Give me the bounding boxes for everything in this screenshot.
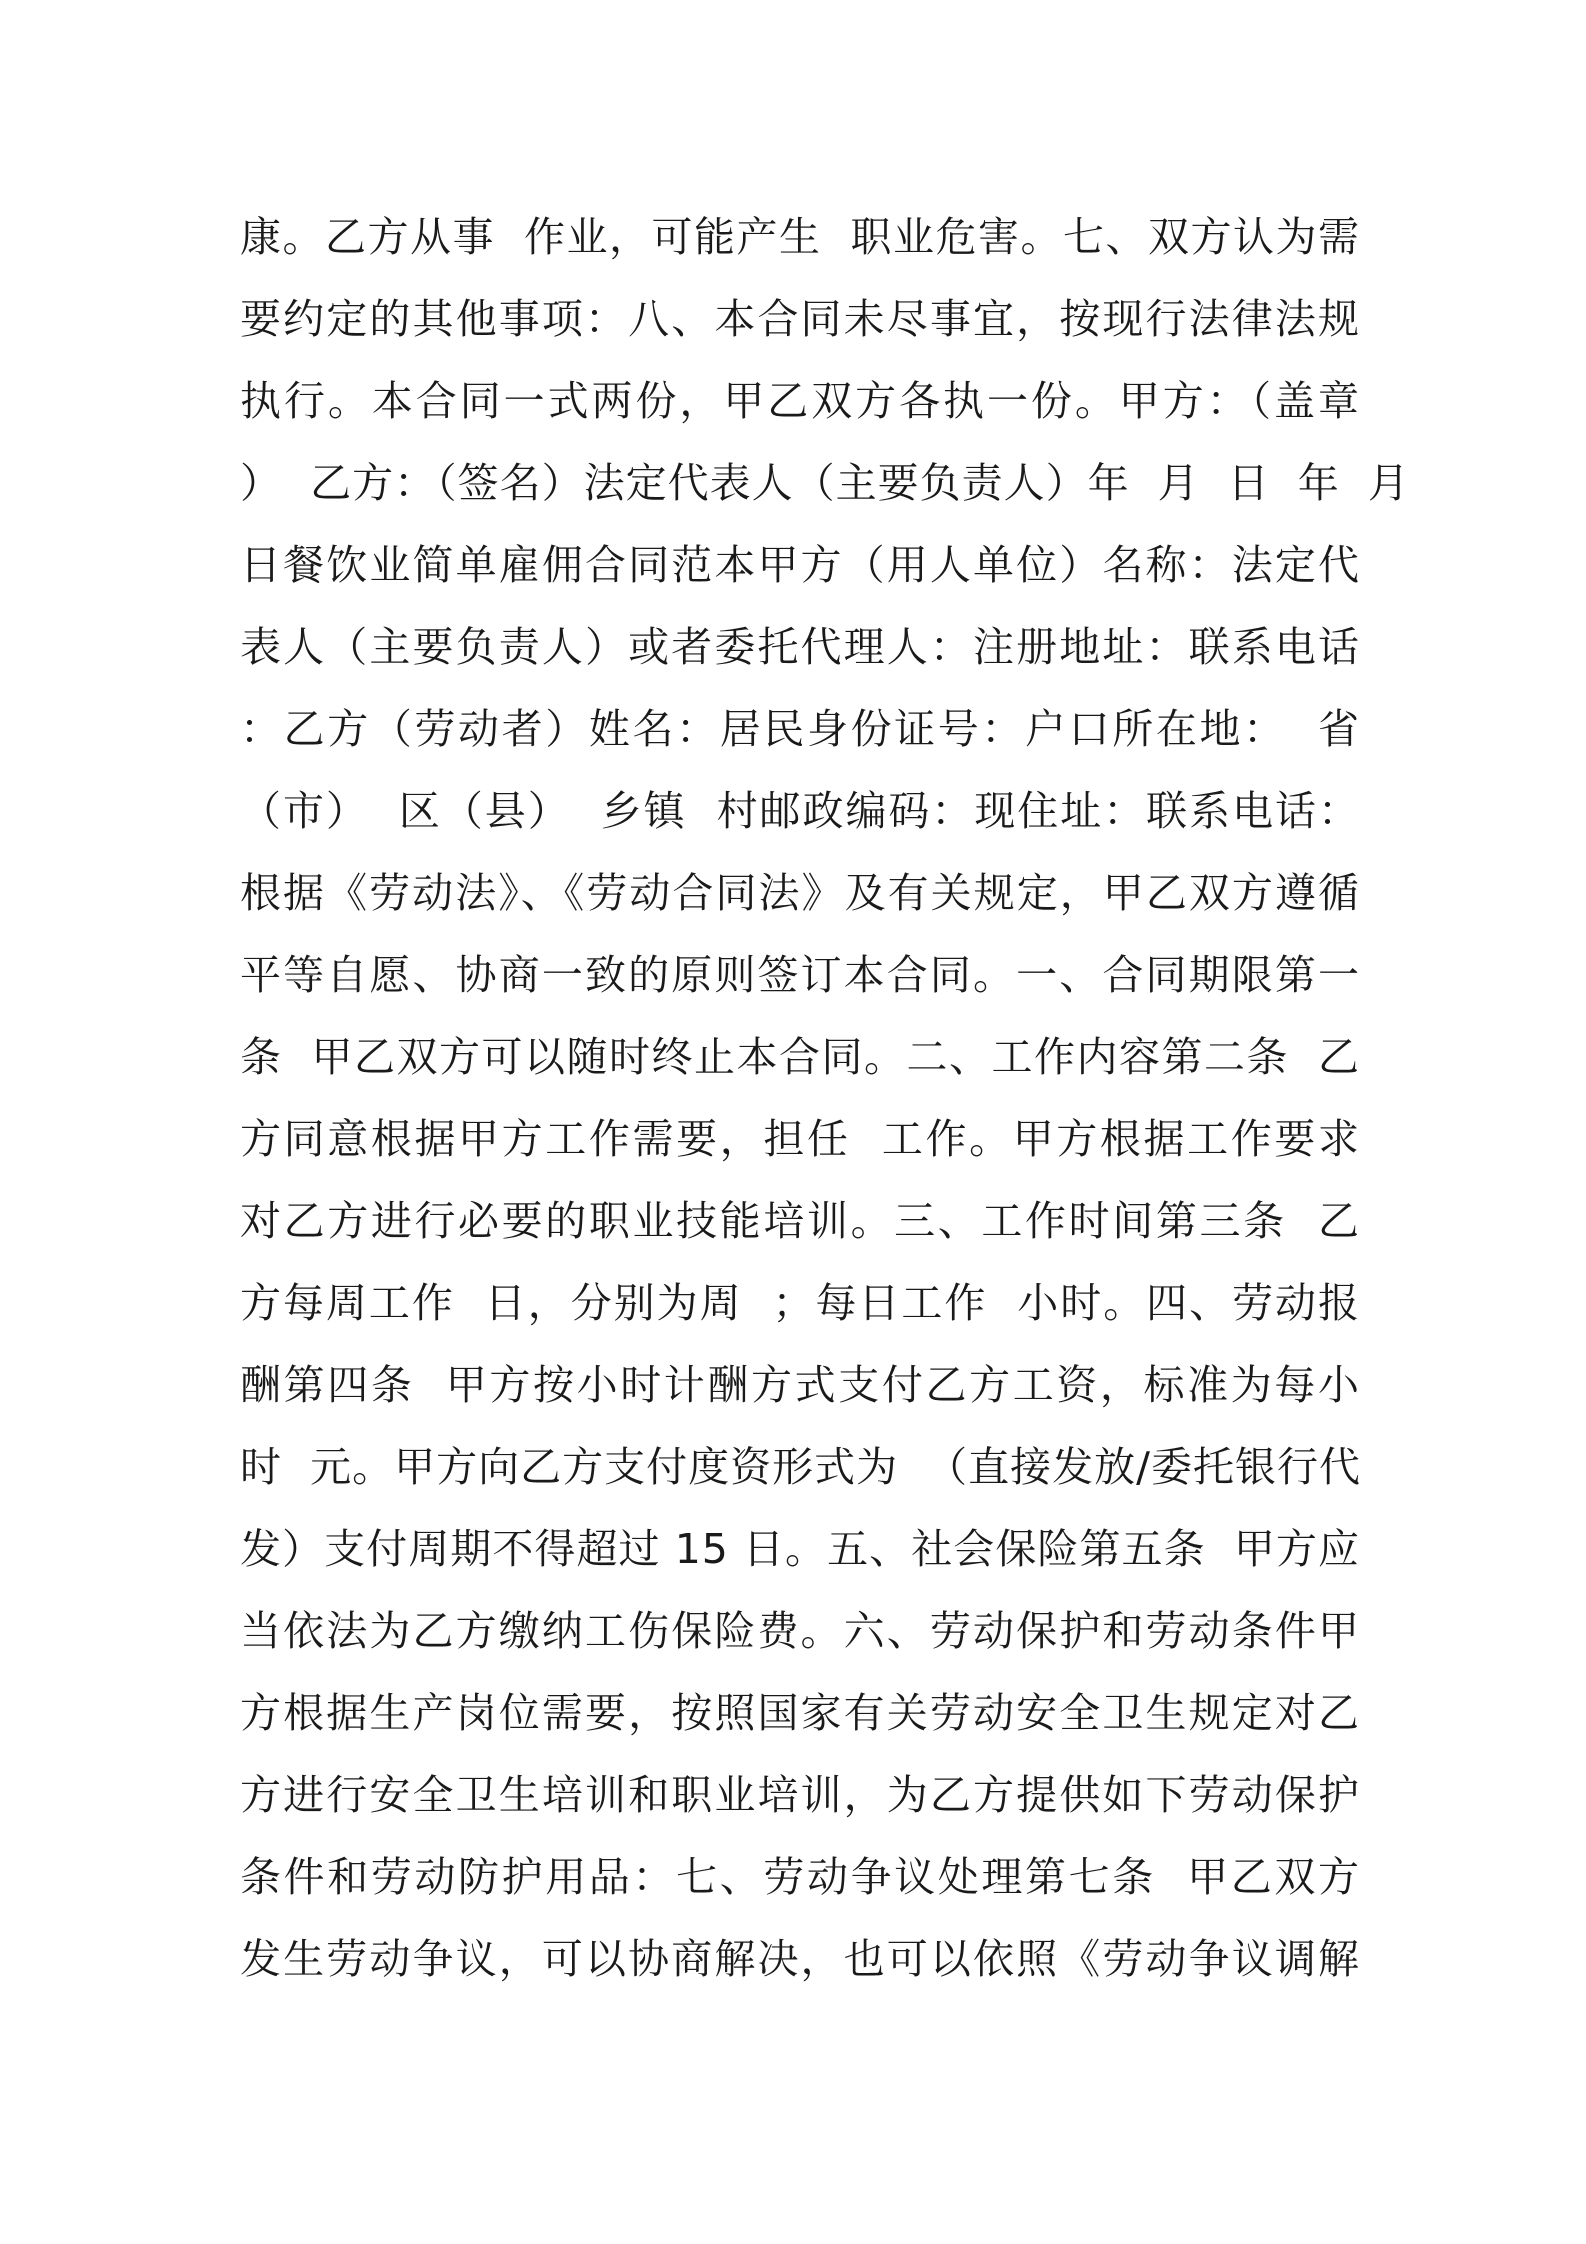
text-line: 执行。本合同一式两份，甲乙双方各执一份。甲方：（盖章 — [240, 377, 1360, 425]
text-line: 条件和劳动防护用品：七、劳动争议处理第七条 甲乙双方 — [240, 1853, 1360, 1901]
text-line: ：乙方（劳动者）姓名：居民身份证号：户口所在地： 省 — [240, 705, 1360, 753]
text-line: （市） 区（县） 乡镇 村邮政编码：现住址：联系电话： — [240, 787, 1360, 835]
text-line: 根据《劳动法》、《劳动合同法》及有关规定，甲乙双方遵循 — [240, 869, 1360, 917]
text-line: 康。乙方从事 作业，可能产生 职业危害。七、双方认为需 — [240, 213, 1360, 261]
text-line: 方每周工作 日，分别为周 ；每日工作 小时。四、劳动报 — [240, 1279, 1360, 1327]
contract-body-text — [240, 196, 1410, 2000]
text-line: 酬第四条 甲方按小时计酬方式支付乙方工资，标准为每小 — [240, 1361, 1360, 1409]
text-line: 方根据生产岗位需要，按照国家有关劳动安全卫生规定对乙 — [240, 1689, 1360, 1737]
text-line: 要约定的其他事项：八、本合同未尽事宜，按现行法律法规 — [240, 295, 1360, 343]
text-line: 日餐饮业简单雇佣合同范本甲方（用人单位）名称：法定代 — [240, 541, 1360, 589]
text-line: 当依法为乙方缴纳工伤保险费。六、劳动保护和劳动条件甲 — [240, 1607, 1360, 1655]
text-line: 方进行安全卫生培训和职业培训，为乙方提供如下劳动保护 — [240, 1771, 1360, 1819]
text-line: 平等自愿、协商一致的原则签订本合同。一、合同期限第一 — [240, 951, 1360, 999]
text-line: 方同意根据甲方工作需要，担任 工作。甲方根据工作要求 — [240, 1115, 1360, 1163]
text-line: 对乙方进行必要的职业技能培训。三、工作时间第三条 乙 — [240, 1197, 1360, 1245]
text-line: 发生劳动争议，可以协商解决，也可以依照《劳动争议调解 — [240, 1935, 1360, 1983]
text-line: 发）支付周期不得超过 15 日。五、社会保险第五条 甲方应 — [240, 1525, 1360, 1573]
text-line: 时 元。甲方向乙方支付度资形式为 （直接发放/委托银行代 — [240, 1443, 1361, 1491]
text-line: 表人（主要负责人）或者委托代理人：注册地址：联系电话 — [240, 623, 1360, 671]
text-line: 条 甲乙双方可以随时终止本合同。二、工作内容第二条 乙 — [240, 1033, 1360, 1081]
text-line: ） 乙方：（签名）法定代表人（主要负责人）年 月 日 年 月 — [240, 459, 1410, 507]
